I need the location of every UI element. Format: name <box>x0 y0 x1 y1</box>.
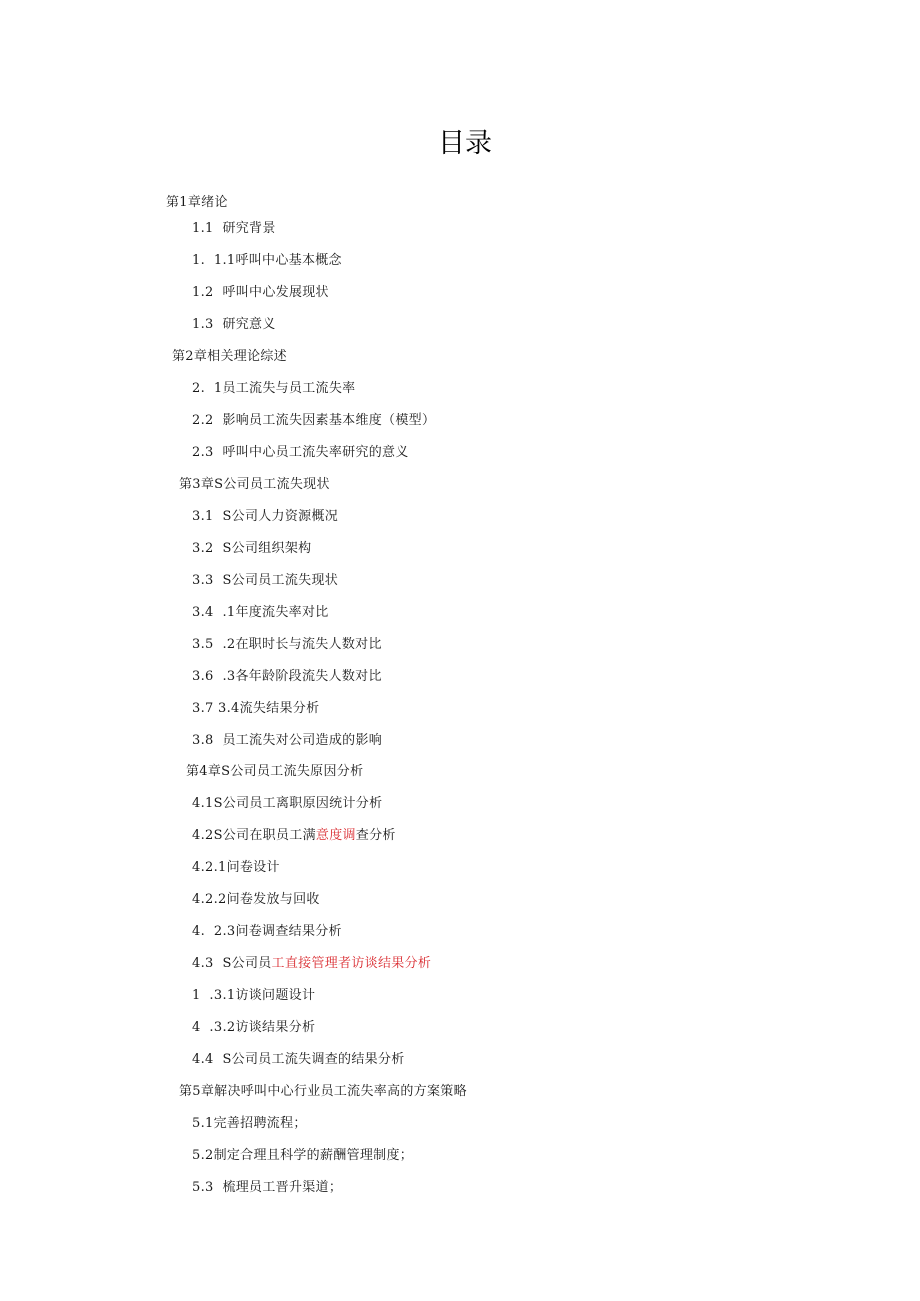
page-title: 目录 <box>438 128 492 159</box>
toc-entry-chapter-4[interactable] <box>186 762 363 782</box>
toc-entry-text: 5.3 梳理员工晋升渠道； <box>192 1180 343 1195</box>
toc-entry-5-2[interactable] <box>192 1146 413 1166</box>
toc-entry-4-3[interactable] <box>192 954 431 974</box>
toc-entry-4-2[interactable] <box>192 826 396 846</box>
toc-entry-text: 第2章相关理论综述 <box>172 349 287 364</box>
toc-entry-text: 4.2.2问卷发放与回收 <box>192 892 320 907</box>
toc-entry-text: 2.2 影响员工流失因素基本维度（模型） <box>192 413 436 428</box>
toc-entry-text: 第3章S公司员工流失现状 <box>179 477 330 492</box>
toc-entry-text: 第4章S公司员工流失原因分析 <box>186 764 364 779</box>
toc-entry-text: 第1章绪论 <box>166 195 228 210</box>
toc-entry-2-1[interactable] <box>192 379 355 399</box>
toc-entry-text: 1 .3.1访谈问题设计 <box>192 988 316 1003</box>
toc-entry-2-3[interactable] <box>192 443 409 463</box>
toc-entry-5-3[interactable] <box>192 1178 342 1198</box>
toc-entry-3-5[interactable] <box>192 635 382 655</box>
toc-entry-text: 5.1完善招聘流程； <box>192 1116 307 1131</box>
toc-entry-5-1[interactable] <box>192 1114 307 1134</box>
toc-entry-text: 3.2 S公司组织架构 <box>192 541 312 556</box>
toc-entry-2-2[interactable] <box>192 411 435 431</box>
toc-entry-1-1-1[interactable] <box>192 251 342 271</box>
toc-entry-text: 1.2 呼叫中心发展现状 <box>192 285 329 300</box>
toc-entry-chapter-5[interactable] <box>179 1082 467 1102</box>
toc-entry-text: 5.2制定合理且科学的薪酬管理制度； <box>192 1148 414 1163</box>
toc-entry-chapter-1[interactable] <box>166 193 228 213</box>
toc-entry-4-4[interactable] <box>192 1050 405 1070</box>
toc-entry-4-3-2[interactable] <box>192 1018 315 1038</box>
toc-entry-text: 3.5 .2在职时长与流失人数对比 <box>192 637 382 652</box>
toc-entry-chapter-3[interactable] <box>179 475 330 495</box>
toc-entry-text: 2. 1员工流失与员工流失率 <box>192 381 356 396</box>
toc-entry-text: 4.2.1问卷设计 <box>192 860 280 875</box>
toc-entry-text: 1.1 研究背景 <box>192 221 276 236</box>
toc-entry-3-4[interactable] <box>192 603 329 623</box>
toc-entry-text: 3.1 S公司人力资源概况 <box>192 509 339 524</box>
toc-entry-tail: 查分析 <box>355 828 396 843</box>
toc-entry-4-1[interactable] <box>192 794 382 814</box>
toc-entry-text: 1. 1.1呼叫中心基本概念 <box>192 253 342 268</box>
toc-entry-3-6[interactable] <box>192 667 382 687</box>
toc-entry-text: 4.2S公司在职员工满 <box>192 828 316 843</box>
toc-entry-3-8[interactable] <box>192 731 382 751</box>
toc-entry-text: 4 .3.2访谈结果分析 <box>192 1020 316 1035</box>
toc-entry-text: 4. 2.3问卷调查结果分析 <box>192 924 342 939</box>
toc-entry-text: 3.7 3.4流失结果分析 <box>192 701 320 716</box>
toc-entry-1-2[interactable] <box>192 283 329 303</box>
toc-entry-text: 4.4 S公司员工流失调查的结果分析 <box>192 1052 405 1067</box>
toc-entry-chapter-2[interactable] <box>172 347 287 367</box>
toc-entry-3-2[interactable] <box>192 539 311 559</box>
toc-entry-text: 4.3 S公司员 <box>192 956 272 971</box>
toc-entry-text: 3.6 .3各年龄阶段流失人数对比 <box>192 669 382 684</box>
toc-entry-3-7[interactable] <box>192 699 319 719</box>
toc-entry-text: 1.3 研究意义 <box>192 317 276 332</box>
toc-entry-text: 3.3 S公司员工流失现状 <box>192 573 339 588</box>
toc-entry-3-1[interactable] <box>192 507 338 527</box>
toc-entry-1-1[interactable] <box>192 219 276 239</box>
toc-entry-text: 3.8 员工流失对公司造成的影响 <box>192 733 383 748</box>
toc-entry-text: 第5章解决呼叫中心行业员工流失率高的方案策略 <box>179 1084 467 1099</box>
toc-entry-3-3[interactable] <box>192 571 338 591</box>
toc-entry-highlight: 工直接管理者访谈结果分析 <box>271 956 432 971</box>
toc-entry-highlight: 意度调 <box>315 828 356 843</box>
toc-entry-4-2-2[interactable] <box>192 890 320 910</box>
toc-entry-4-3-1[interactable] <box>192 986 315 1006</box>
toc-entry-4-2-3[interactable] <box>192 922 342 942</box>
toc-entry-4-2-1[interactable] <box>192 858 280 878</box>
toc-entry-text: 3.4 .1年度流失率对比 <box>192 605 329 620</box>
toc-entry-text: 4.1S公司员工离职原因统计分析 <box>192 796 383 811</box>
toc-entry-text: 2.3 呼叫中心员工流失率研究的意义 <box>192 445 409 460</box>
toc-entry-1-3[interactable] <box>192 315 276 335</box>
